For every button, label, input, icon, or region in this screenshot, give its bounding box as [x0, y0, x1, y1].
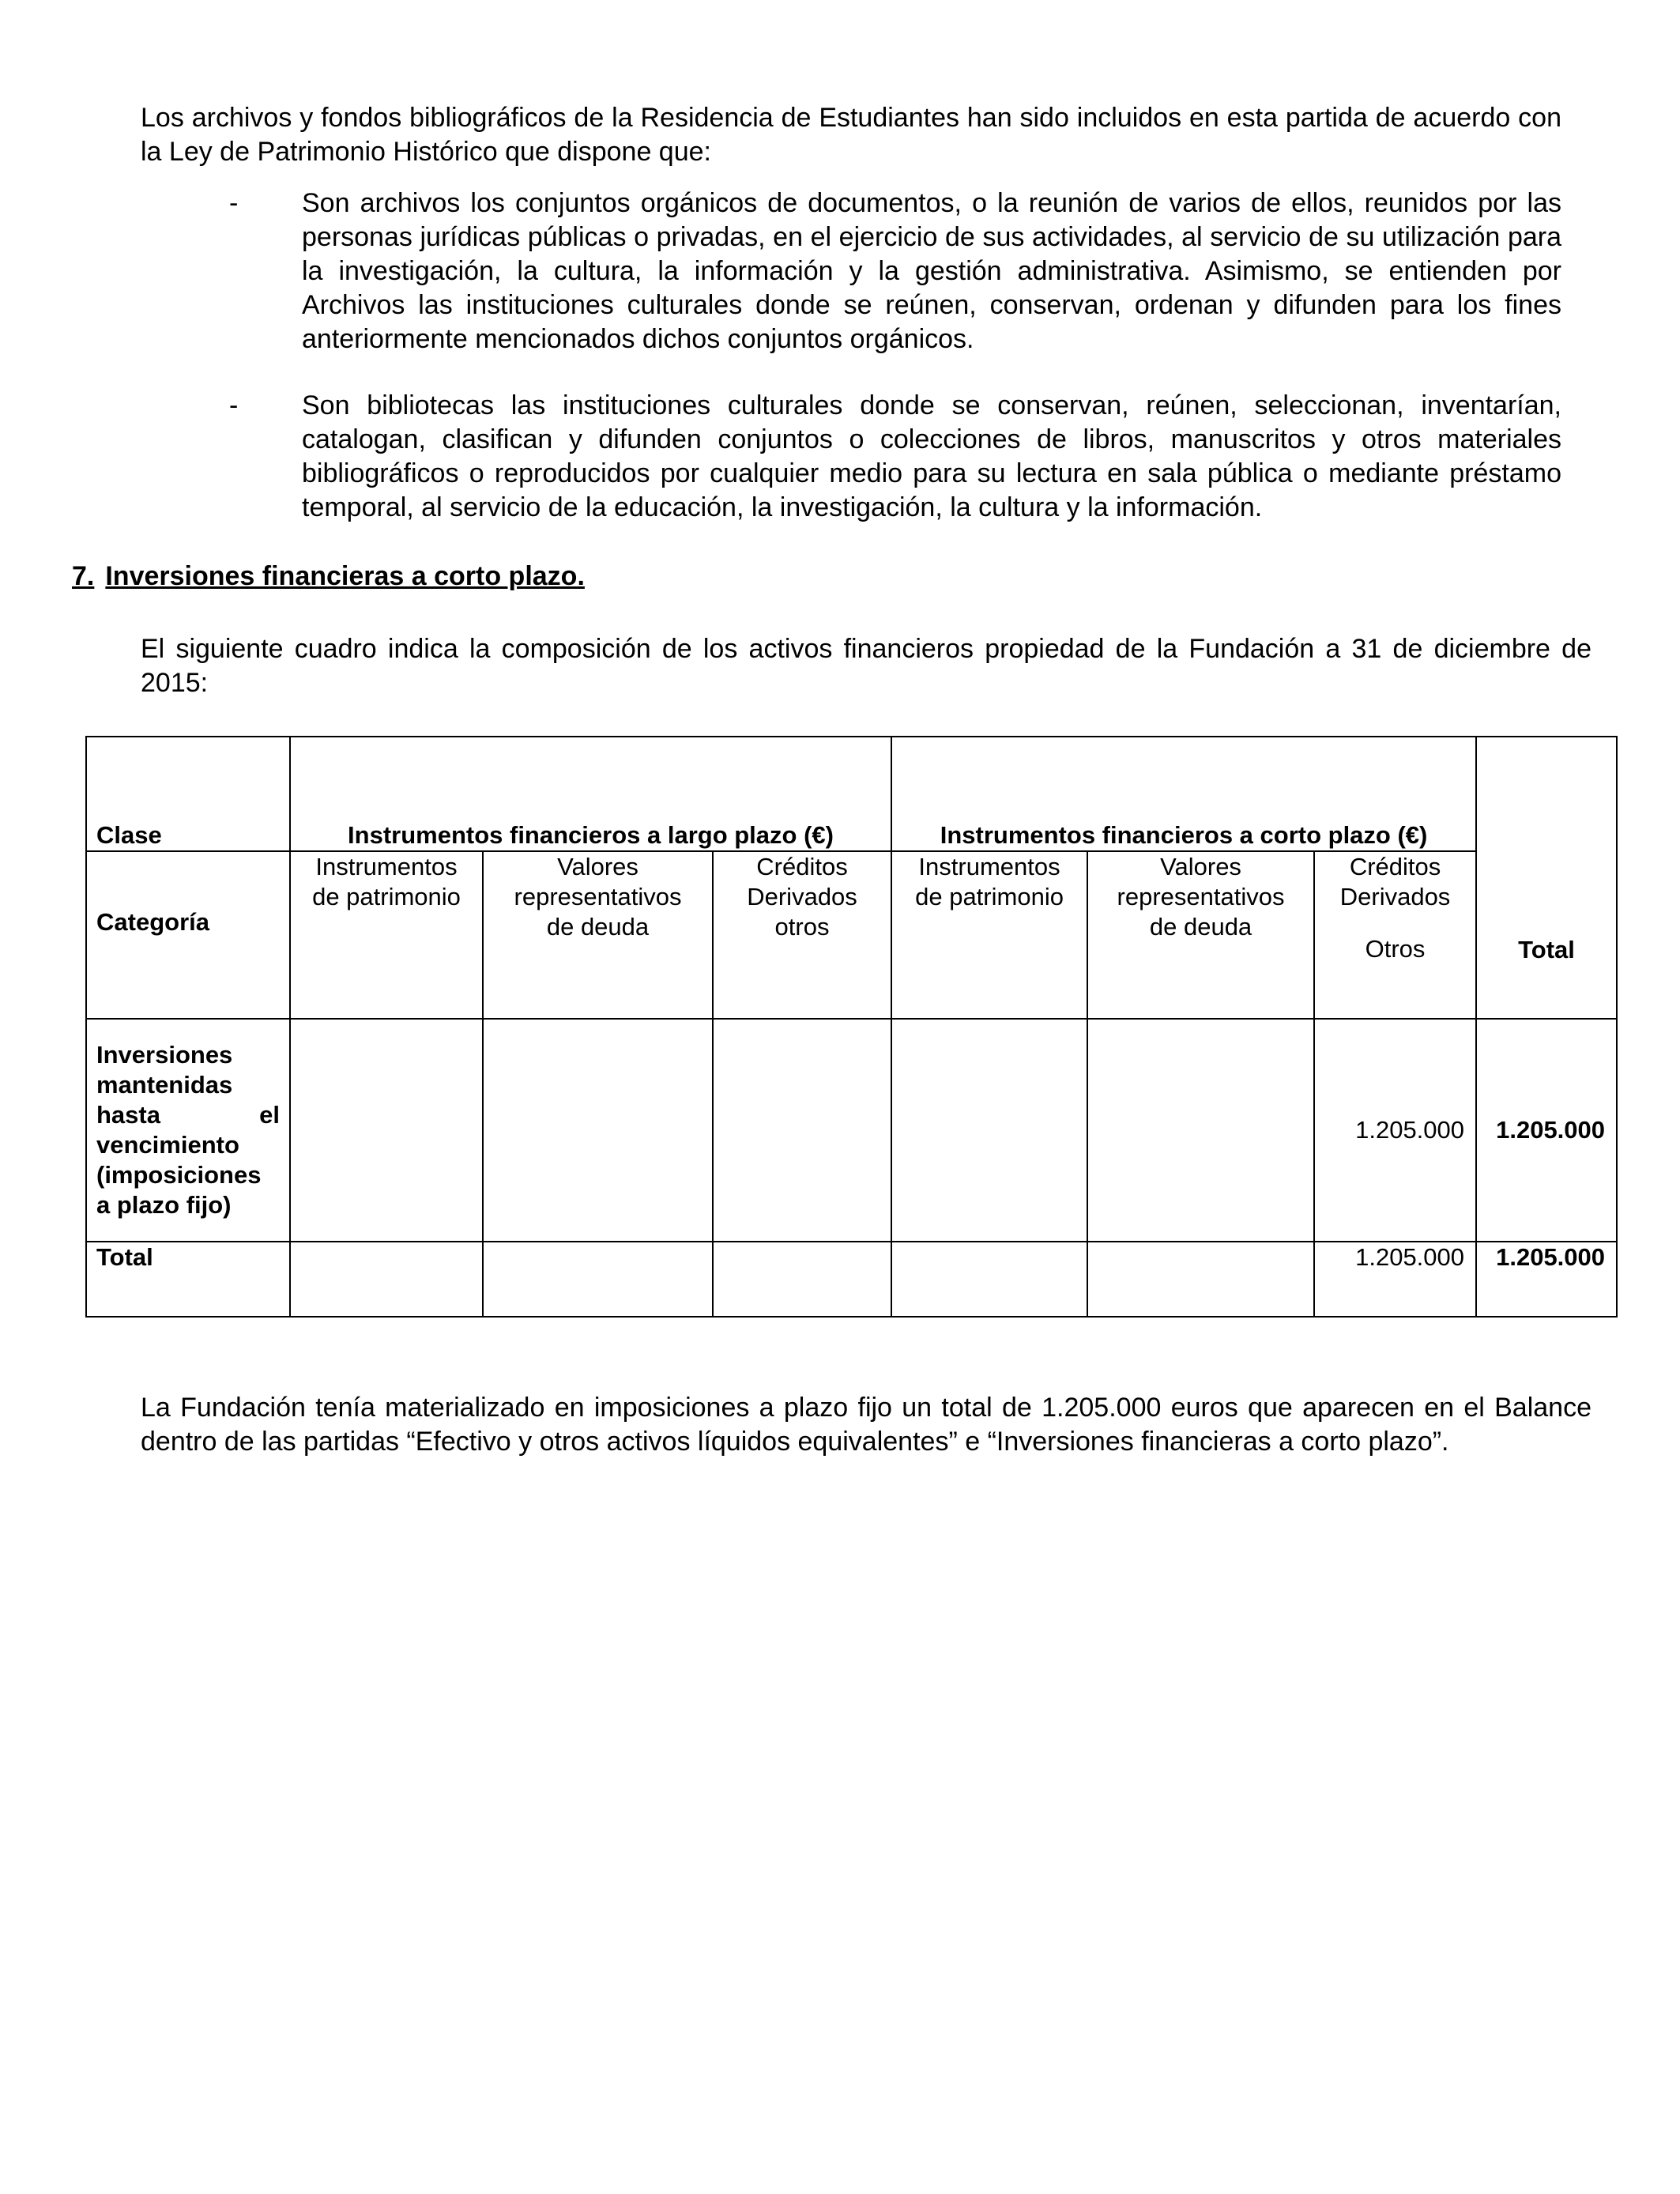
section-heading — [72, 560, 585, 594]
cp-valores-header: Valores representativos de deuda — [1087, 851, 1314, 1019]
empty-cell — [483, 1242, 713, 1317]
empty-cell — [1087, 1019, 1314, 1242]
lp-valores-header: Valores representativos de deuda — [483, 851, 713, 1019]
categoria-header-cell — [86, 851, 290, 1019]
table-subheader-row — [86, 851, 1617, 1019]
total-row-label: Total — [86, 1242, 290, 1317]
empty-cell — [290, 1019, 483, 1242]
lp-creditos-header: Créditos Derivados otros — [713, 851, 891, 1019]
closing-paragraph: La Fundación tenía materializado en imposiciones a plazo fijo un total de 1.205.000 euros que aparecen en el Balance dentro de las partidas “Efectivo y otros activos líquidos equivalentes” e “Inversiones financieras a corto plazo”. — [141, 1393, 1591, 1457]
categoria-header: Categoría — [96, 908, 209, 936]
bullet-marker-bibliotecas: - — [229, 390, 239, 420]
total-header-cell — [1476, 737, 1617, 1019]
bullet-text-bibliotecas: Son bibliotecas las instituciones culturales donde se conservan, reúnen, seleccionan, inventarían, catalogan, clasifican y difunden conjuntos o colecciones de libros, manuscritos y otros materiales bibliográficos o reproducidos por cualquier medio para su lectura en sala pública o mediante préstamo temporal, al servicio de la educación, la investigación, la cultura y la información. — [302, 390, 1561, 522]
total-total-value: 1.205.000 — [1476, 1242, 1617, 1317]
bullet-text-archivos: Son archivos los conjuntos orgánicos de documentos, o la reunión de varios de ellos, reunidos por las personas jurídicas públicas o privadas, en el ejercicio de sus actividades, al servicio de su utilización para la investigación, la cultura, la información y la gestión administrativa. Asimismo, se entienden por Archivos las instituciones culturales donde se reúnen, conservan, ordenan y difunden para los fines anteriormente mencionados dichos conjuntos orgánicos. — [302, 188, 1561, 354]
total-cp-otros-value: 1.205.000 — [1314, 1242, 1476, 1317]
section-title: Inversiones financieras a corto plazo. — [105, 561, 585, 591]
empty-cell — [891, 1019, 1087, 1242]
empty-cell — [713, 1242, 891, 1317]
lp-patrimonio-header: Instrumentos de patrimonio — [290, 851, 483, 1019]
clase-header: Clase — [86, 737, 290, 851]
inversiones-cp-otros-value: 1.205.000 — [1314, 1019, 1476, 1242]
corto-plazo-header: Instrumentos financieros a corto plazo (€) — [891, 737, 1476, 851]
table-header-row — [86, 737, 1617, 851]
section-intro: El siguiente cuadro indica la composición de los activos financieros propiedad de la Fundación a 31 de diciembre de 2015: — [141, 634, 1591, 698]
total-header: Total — [1518, 936, 1575, 963]
section-number: 7. — [72, 561, 95, 591]
cp-patrimonio-header: Instrumentos de patrimonio — [891, 851, 1087, 1019]
cp-creditos-header: Créditos Derivados Otros — [1314, 851, 1476, 1019]
table-row — [86, 1242, 1617, 1317]
empty-cell — [483, 1019, 713, 1242]
empty-cell — [713, 1019, 891, 1242]
financial-assets-table — [85, 736, 1618, 1318]
bullet-marker-archivos: - — [229, 188, 239, 218]
inversiones-total-value: 1.205.000 — [1476, 1019, 1617, 1242]
empty-cell — [1087, 1242, 1314, 1317]
cp-otros-label: Otros — [1365, 935, 1426, 963]
inversiones-label: Inversiones mantenidas hasta el vencimiento (imposiciones a plazo fijo) — [86, 1019, 290, 1242]
empty-cell — [891, 1242, 1087, 1317]
largo-plazo-header: Instrumentos financieros a largo plazo (€) — [290, 737, 891, 851]
empty-cell — [290, 1242, 483, 1317]
intro-paragraph: Los archivos y fondos bibliográficos de la Residencia de Estudiantes han sido incluidos en esta partida de acuerdo con la Ley de Patrimonio Histórico que dispone que: — [141, 103, 1561, 167]
table-row — [86, 1019, 1617, 1242]
